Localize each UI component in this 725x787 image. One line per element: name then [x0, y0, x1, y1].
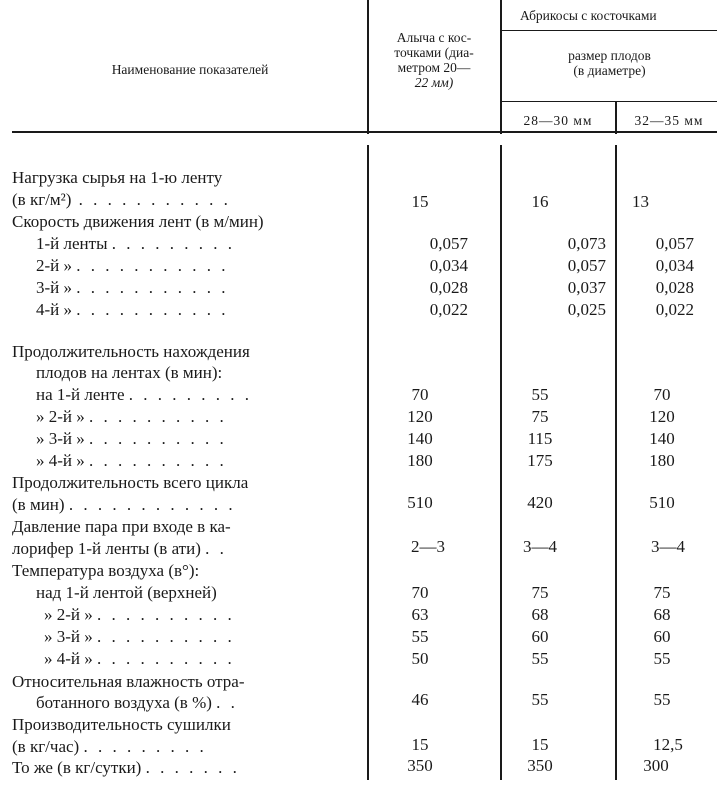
row-pressure-label-2: лорифер 1-й ленты (в ати) . . [12, 539, 227, 558]
row-dur2-apricot-large: 120 [649, 407, 675, 426]
row-speed4-alycha: 0,022 [429, 300, 468, 319]
row-temp2-apricot-small: 68 [531, 605, 549, 624]
row-temp4-apricot-small: 55 [531, 649, 549, 668]
row-productivity-apricot-small: 15 [531, 735, 549, 754]
row-temp3-apricot-small: 60 [531, 627, 549, 646]
row-dur2-apricot-small: 75 [531, 407, 549, 426]
row-temp3-alycha: 55 [411, 627, 429, 646]
header-size-32-35: 32—35 мм [634, 113, 704, 128]
row-dur3-label: » 3-й » . . . . . . . . . . [36, 429, 227, 448]
row-temp1-apricot-small: 75 [531, 583, 549, 602]
row-speed4-apricot-large: 0,022 [655, 300, 694, 319]
row-speed1-label: 1-й ленты . . . . . . . . . [36, 234, 235, 253]
row-dur4-apricot-small: 175 [527, 451, 553, 470]
row-dur1-label: на 1-й ленте . . . . . . . . . [36, 385, 253, 404]
row-speed3-label: 3-й » . . . . . . . . . . . [36, 278, 229, 297]
header-fruit-size: размер плодов (в диаметре) [568, 48, 651, 78]
row-humidity-label-2: ботанного воздуха (в %) . . [36, 693, 238, 712]
row-temp2-alycha: 63 [411, 605, 429, 624]
row-productivity-label: Производительность сушилки [12, 715, 231, 734]
row-cycle-apricot-large: 510 [649, 493, 675, 512]
row-speed2-alycha: 0,034 [429, 256, 468, 275]
row-pressure-alycha: 2—3 [411, 537, 445, 556]
row-speed3-apricot-small: 0,037 [567, 278, 606, 297]
row-load-alycha: 15 [411, 192, 429, 211]
row-perday-apricot-small: 350 [527, 756, 553, 775]
row-speed-label: Скорость движения лент (в м/мин) [12, 212, 264, 231]
row-temp2-label: » 2-й » . . . . . . . . . . [44, 605, 235, 624]
row-pressure-apricot-small: 3—4 [523, 537, 557, 556]
row-temp3-label: » 3-й » . . . . . . . . . . [44, 627, 235, 646]
row-temp1-apricot-large: 75 [653, 583, 671, 602]
row-dur1-apricot-large: 70 [653, 385, 671, 404]
row-humidity-label: Относительная влажность отра- [12, 672, 245, 691]
body-column-divider-1 [367, 145, 369, 780]
row-load-apricot-large: 13 [632, 192, 649, 211]
row-productivity-unit: (в кг/час) . . . . . . . . . [12, 737, 207, 756]
row-temp2-apricot-large: 68 [653, 605, 671, 624]
header-size-28-30: 28—30 мм [523, 113, 593, 128]
row-temp1-label: над 1-й лентой (верхней) [36, 583, 217, 602]
row-speed1-apricot-large: 0,057 [655, 234, 694, 253]
row-load-apricot-small: 16 [531, 192, 549, 211]
row-speed4-label: 4-й » . . . . . . . . . . . [36, 300, 229, 319]
row-dur4-apricot-large: 180 [649, 451, 675, 470]
row-dur2-label: » 2-й » . . . . . . . . . . [36, 407, 227, 426]
size-header-rule [500, 101, 717, 102]
row-load-label: Нагрузка сырья на 1-ю ленту [12, 168, 223, 187]
row-pressure-label: Давление пара при входе в ка- [12, 517, 231, 536]
row-temp1-alycha: 70 [411, 583, 429, 602]
row-dur3-apricot-large: 140 [649, 429, 675, 448]
row-temp3-apricot-large: 60 [653, 627, 671, 646]
row-dur3-apricot-small: 115 [527, 429, 553, 448]
row-speed1-alycha: 0,057 [429, 234, 468, 253]
header-alycha: Алыча с кос- точками (диа- метром 20— 22 мм) [394, 30, 474, 90]
row-speed2-apricot-small: 0,057 [567, 256, 606, 275]
row-speed1-apricot-small: 0,073 [567, 234, 606, 253]
row-temp-label: Температура воздуха (в°): [12, 561, 200, 580]
row-cycle-apricot-small: 420 [527, 493, 553, 512]
row-dur1-alycha: 70 [411, 385, 429, 404]
row-cycle-alycha: 510 [407, 493, 433, 512]
header-indicator-name: Наименование показателей [111, 62, 269, 77]
row-perday-alycha: 350 [407, 756, 433, 775]
row-temp4-alycha: 50 [411, 649, 429, 668]
column-divider-1 [367, 0, 369, 134]
row-productivity-alycha: 15 [411, 735, 429, 754]
header-apricots: Абрикосы с косточками [520, 8, 657, 23]
row-dur3-alycha: 140 [407, 429, 433, 448]
row-speed3-alycha: 0,028 [429, 278, 468, 297]
row-perday-apricot-large: 300 [643, 756, 669, 775]
row-speed2-label: 2-й » . . . . . . . . . . . [36, 256, 229, 275]
row-humidity-alycha: 46 [411, 690, 429, 709]
header-bottom-rule [12, 131, 717, 133]
row-duration-label: Продолжительность нахождения [12, 342, 250, 361]
row-perday-label: То же (в кг/сутки) . . . . . . . [12, 758, 240, 777]
row-load-unit: (в кг/м²) . . . . . . . . . . . [12, 190, 231, 209]
row-pressure-apricot-large: 3—4 [651, 537, 685, 556]
row-temp4-label: » 4-й » . . . . . . . . . . [44, 649, 235, 668]
row-cycle-label: Продолжительность всего цикла [12, 473, 249, 492]
row-dur4-label: » 4-й » . . . . . . . . . . [36, 451, 227, 470]
row-duration-label-2: плодов на лентах (в мин): [36, 363, 223, 382]
row-cycle-unit: (в мин) . . . . . . . . . . . . [12, 495, 236, 514]
row-dur1-apricot-small: 55 [531, 385, 549, 404]
row-dur4-alycha: 180 [407, 451, 433, 470]
row-speed3-apricot-large: 0,028 [655, 278, 694, 297]
row-temp4-apricot-large: 55 [653, 649, 671, 668]
row-speed2-apricot-large: 0,034 [655, 256, 694, 275]
row-dur2-alycha: 120 [407, 407, 433, 426]
row-productivity-apricot-large: 12,5 [653, 735, 683, 754]
row-humidity-apricot-large: 55 [653, 690, 671, 709]
row-humidity-apricot-small: 55 [531, 690, 549, 709]
apricot-header-rule [500, 30, 717, 31]
row-speed4-apricot-small: 0,025 [567, 300, 606, 319]
